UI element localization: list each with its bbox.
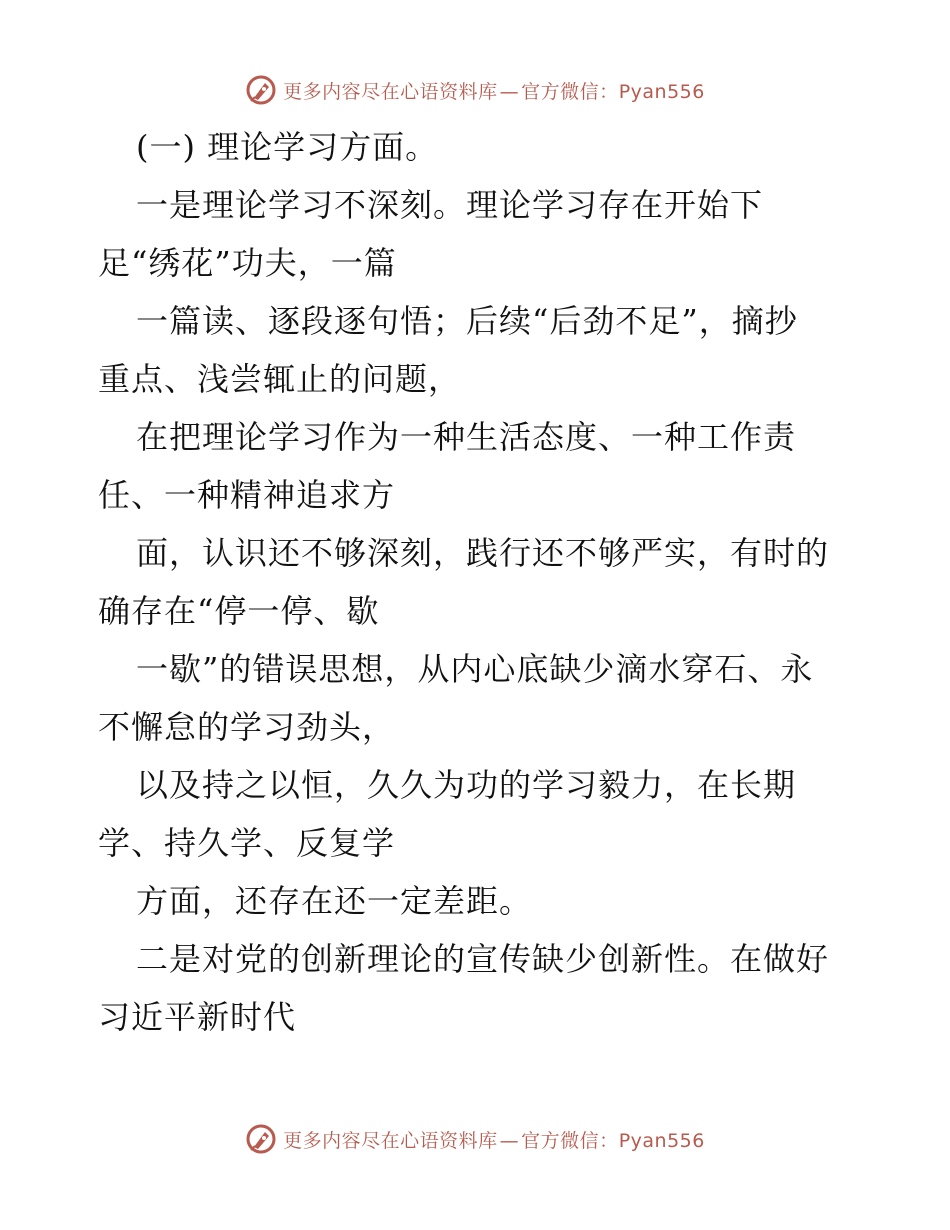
text-line: 一是理论学习不深刻。理论学习存在开始下 [136, 186, 764, 224]
watermark-text: 更多内容尽在心语资料库 — 官方微信：Pyan556 [283, 80, 705, 103]
text-line: 方面，还存在还一定差距。 [136, 882, 533, 920]
text-line: 不懈怠的学习劲头， [98, 708, 396, 746]
pen-nib-logo-icon [245, 74, 277, 106]
text-line: 一歇”的错误思想，从内心底缺少滴水穿石、永 [136, 650, 814, 688]
watermark-text: 更多内容尽在心语资料库 — 官方微信：Pyan556 [283, 1129, 705, 1152]
section-heading: (一) 理论学习方面。 [136, 128, 439, 166]
text-line: 以及持之以恒，久久为功的学习毅力，在长期 [136, 766, 797, 804]
document-body [98, 118, 858, 1046]
text-line: 确存在“停一停、歇 [98, 592, 380, 630]
text-line: 一篇读、逐段逐句悟；后续“后劲不足”，摘抄 [136, 302, 798, 340]
text-line: 任、一种精神追求方 [98, 476, 396, 514]
text-line: 学、持久学、反复学 [98, 824, 396, 862]
header-watermark [0, 70, 950, 110]
text-line: 在把理论学习作为一种生活态度、一种工作责 [136, 418, 797, 456]
footer-watermark [0, 1119, 950, 1159]
pen-nib-logo-icon [245, 1123, 277, 1155]
text-line: 重点、浅尝辄止的问题， [98, 360, 462, 398]
text-line: 面，认识还不够深刻，践行还不够严实，有时的 [136, 534, 830, 572]
text-line: 二是对党的创新理论的宣传缺少创新性。在做好 [136, 940, 830, 978]
text-line: 习近平新时代 [98, 998, 297, 1036]
text-line: 足“绣花”功夫，一篇 [98, 244, 397, 282]
